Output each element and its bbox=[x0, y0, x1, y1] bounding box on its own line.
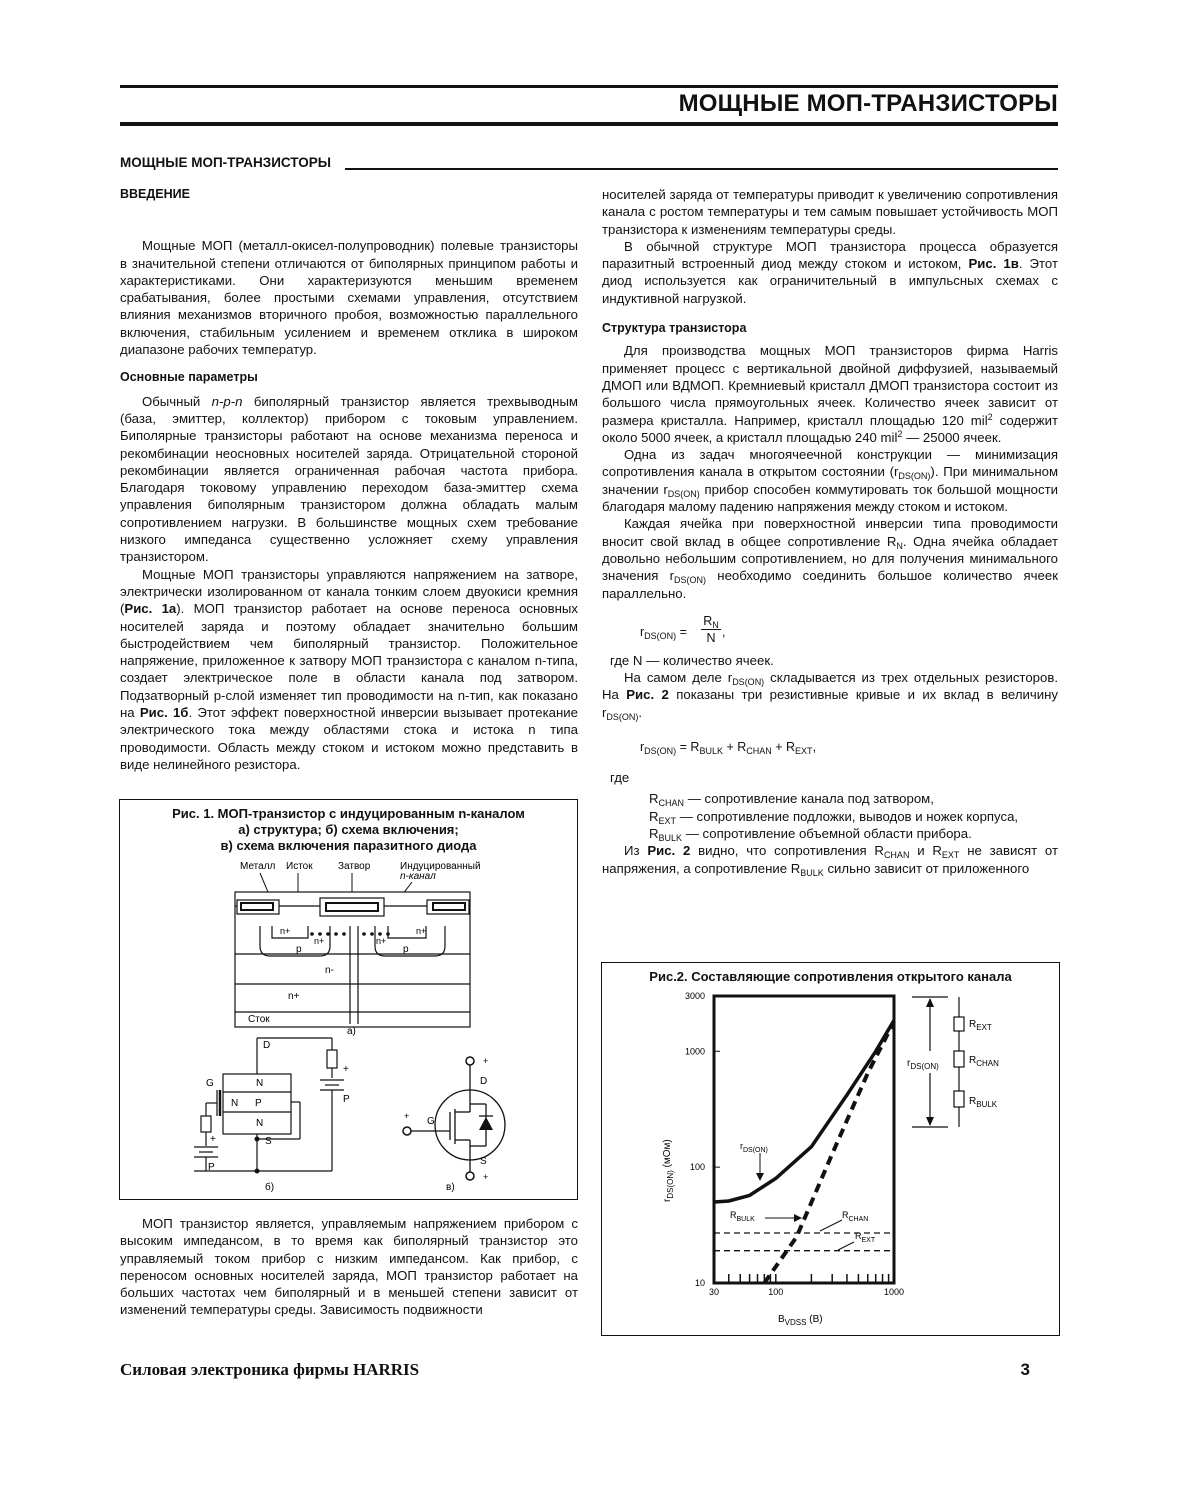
annot-rchan: $R_{CHAN}$ bbox=[842, 1210, 869, 1223]
terminal-S bbox=[466, 1172, 474, 1180]
label-source: Исток bbox=[286, 861, 313, 872]
p-left: p bbox=[296, 944, 302, 955]
series-line-rds-on- bbox=[714, 1020, 894, 1202]
circuit-b bbox=[194, 1038, 344, 1171]
diode-paragraph: В обычной структуре МОП транзистора процесса образуется паразитный встроенный диод между стоком и истоком, Рис. 1в. Этот диод используется как ограничительный в импульсных схемах с индуктивной нагрузкой. bbox=[602, 238, 1058, 306]
terminal-D bbox=[466, 1057, 474, 1065]
circuit-b-P-left: P bbox=[208, 1162, 215, 1173]
equation-1: $r_{DS(ON)}$ = $R_N$ N , bbox=[640, 613, 726, 645]
nplus-2: n+ bbox=[314, 936, 325, 946]
y-axis-label: $r_{DS(ON)}$ (мОм) bbox=[662, 1139, 675, 1202]
junction-dot-1 bbox=[255, 1169, 260, 1174]
x-tick-label: 1000 bbox=[883, 1287, 905, 1297]
label-induced-1: Индуцированный bbox=[400, 861, 481, 872]
right-column bbox=[602, 186, 1058, 877]
intro-paragraph: Мощные МОП (металл-окисел-полупроводник) полевые транзисторы в значительной степени отличаются от биполярных принципом работы и характеристиками. Они характеризуются меньшим временем срабатывания, более простыми схемами управления, отсутствием влияния механизмов вторичного пробоя, возможностью параллельного включения, стабильным усилением и временем отклика в широком диапазоне рабочих температур. bbox=[120, 238, 578, 358]
fig2-ref-paragraph: Из Рис. 2 видно, что сопротивления $R_{CHAN}$ и $R_{EXT}$ не зависят от напряжения, а сопротивление $R_{BULK}$ сильно зависит от приложенного bbox=[602, 843, 1058, 878]
figure-2 bbox=[601, 962, 1060, 1336]
legend-arrow-up bbox=[926, 998, 934, 1007]
circuit-b-N-bot: N bbox=[256, 1118, 264, 1129]
label-a: а) bbox=[347, 1026, 356, 1037]
circuit-b-N-mid: N bbox=[231, 1098, 239, 1109]
left-column-bottom bbox=[120, 1215, 578, 1319]
drain-label: Сток bbox=[248, 1014, 270, 1025]
annot-rdson-arrowhead bbox=[756, 1173, 764, 1181]
y-tick-label: 1000 bbox=[684, 1046, 705, 1057]
circuit-v-plus-top: + bbox=[483, 1056, 489, 1066]
legend-rbulk: $R_{BULK}$ bbox=[969, 1096, 998, 1109]
def-rchan: $R_{CHAN}$ — сопротивление канала под затвором, bbox=[649, 791, 934, 809]
mos-vs-bipolar-paragraph: МОП транзистор является, управляемым напряжением прибором с высоким импедансом, в то время как биполярный транзистор это управляемый током прибор с низким импедансом. Как прибор, с переносом основных носителей заряда, МОП транзистор работает на больших частотах чем биполярный и в меньшей степени зависит от изменений температуры среды. Зависимость подвижности bbox=[120, 1216, 578, 1318]
x-axis-label: $B_{VDSS}$ (В) bbox=[778, 1314, 823, 1327]
circuit-b-P-mid: P bbox=[255, 1098, 262, 1109]
fig1-caption-line2: а) структура; б) схема включения; bbox=[238, 822, 459, 837]
dmos-paragraph: Для производства мощных МОП транзисторов фирма Harris применяет процесс с вертикальной двойной диффузией, называемый ДМОП или ВДМОП. Кремниевый кристалл ДМОП транзистора состоит из большого числа прямоугольных ячеек. Количество ячеек зависит от размера кристалла. Например, кристалл площадью 120 mil$^2$ содержит около 5000 ячеек, а кристалл площадью 240 mil$^2$ — 25000 ячеек. bbox=[602, 343, 1058, 445]
circuit-b-P-right: P bbox=[343, 1094, 350, 1105]
header-rule-top bbox=[120, 85, 1058, 88]
x-tick-label: 30 bbox=[708, 1287, 720, 1297]
annot-rchan-arrow bbox=[820, 1220, 842, 1231]
circuit-v-G: G bbox=[427, 1116, 435, 1127]
circuit-v-S: S bbox=[480, 1156, 487, 1167]
nminus: n- bbox=[325, 965, 334, 976]
cell-paragraph: Каждая ячейка при поверхностной инверсии типа проводимости вносит свой вклад в общее сопротивление $R_N$. Одна ячейка обладает довольно небольшим сопротивлением, но для получения минимального значения $r_{DS(ON)}$ необходимо соединить большое количество ячеек параллельно. bbox=[602, 516, 1058, 601]
annot-rbulk: $R_{BULK}$ bbox=[730, 1210, 755, 1223]
left-column bbox=[120, 186, 578, 773]
params-heading: Основные параметры bbox=[120, 370, 258, 385]
where-n: где N — количество ячеек. bbox=[610, 652, 774, 668]
junction-dot-2 bbox=[255, 1137, 260, 1142]
legend-arrow-down bbox=[926, 1117, 934, 1126]
label-metal: Металл bbox=[240, 861, 276, 872]
circuit-v bbox=[410, 1061, 505, 1176]
y-tick-label: 100 bbox=[689, 1162, 705, 1173]
circuit-b-G: G bbox=[206, 1078, 214, 1089]
footer-title: Силовая электроника фирмы HARRIS bbox=[120, 1360, 420, 1379]
x-tick-label: 100 bbox=[768, 1287, 784, 1297]
circuit-b-plus-1: + bbox=[343, 1064, 349, 1075]
legend-rext: $R_{EXT}$ bbox=[969, 1019, 992, 1032]
three-resistors-paragraph: На самом деле $r_{DS(ON)}$ складывается из трех отдельных резисторов. На Рис. 2 показаны три резистивные кривые и их вклад в величину $r_{DS(ON)}$. bbox=[602, 670, 1059, 722]
circuit-b-plus-2: + bbox=[210, 1134, 216, 1145]
bipolar-paragraph: Обычный n-p-n биполярный транзистор является трехвыводным (база, эмиттер, коллектор) прибором с токовым управлением. Биполярные транзисторы работают на основе механизма переноса и рекомбинации неосновных носителей заряда. Отрицательной стороной рекомбинации является ограниченная рабочая частота прибора. Благодаря токовому управлению переходом база-эмиттер схема управления биполярным транзистором должна обладать малым сопротивлением нагрузки. В большинстве мощных схем требование низкого импеданса существенно усложняет схему управления транзистором. bbox=[120, 393, 578, 565]
nplus-1: n+ bbox=[280, 926, 291, 936]
mosfet-structure bbox=[235, 892, 470, 1027]
annot-rbulk-arrowhead bbox=[794, 1214, 802, 1222]
gde: где bbox=[610, 770, 630, 786]
label-v: в) bbox=[446, 1182, 455, 1193]
fig2-title: Рис.2. Составляющие сопротивления открытого канала bbox=[649, 969, 1012, 984]
nplus-3: n+ bbox=[376, 936, 387, 946]
multicell-paragraph: Одна из задач многоячеечной конструкции — минимизация сопротивления канала в открытом состоянии $(r_{DS(ON)})$. При минимальном значении $r_{DS(ON)}$ прибор способен коммутировать ток большой мощности благодаря малому падению напряжения между стоком и истоком. bbox=[602, 447, 1059, 515]
circuit-v-plus-left: + bbox=[404, 1111, 410, 1121]
legend-rdson: $r_{DS(ON)}$ bbox=[907, 1058, 939, 1071]
section-title: МОЩНЫЕ МОП-ТРАНЗИСТОРЫ bbox=[120, 155, 331, 170]
nplus-4: n+ bbox=[416, 926, 427, 936]
header-title: МОЩНЫЕ МОП-ТРАНЗИСТОРЫ bbox=[678, 90, 1058, 117]
def-rbulk: $R_{BULK}$ — сопротивление объемной области прибора. bbox=[649, 825, 972, 843]
header-rule-bottom bbox=[120, 122, 1058, 126]
annot-rext-arrow bbox=[838, 1242, 854, 1250]
diode-triangle bbox=[479, 1117, 493, 1130]
annot-rdson: $r_{DS(ON)}$ bbox=[740, 1141, 768, 1154]
structure-heading: Структура транзистора bbox=[602, 321, 747, 336]
intro-heading: ВВЕДЕНИЕ bbox=[120, 187, 190, 201]
terminal-G bbox=[403, 1127, 411, 1135]
legend-rchan: $R_{CHAN}$ bbox=[969, 1055, 999, 1068]
p-right: p bbox=[403, 944, 409, 955]
fig1-caption-line1: Рис. 1. МОП-транзистор с индуцированным n-каналом bbox=[172, 806, 525, 821]
fig2-chart bbox=[602, 987, 1059, 1332]
figure-1 bbox=[119, 799, 578, 1200]
def-rext: $R_{EXT}$ — сопротивление подложки, выводов и ножек корпуса, bbox=[649, 808, 1019, 826]
page-number: 3 bbox=[1020, 1360, 1030, 1379]
label-b: б) bbox=[265, 1182, 275, 1193]
circuit-v-D: D bbox=[480, 1076, 488, 1087]
nplus-sub: n+ bbox=[288, 991, 300, 1002]
section-title-rule bbox=[345, 168, 1058, 170]
mobility-paragraph: носителей заряда от температуры приводит к увеличению сопротивления канала с ростом температуры и тем самым повышает устойчивость МОП транзистора к изменениям температуры среды. bbox=[602, 187, 1058, 237]
fig1-caption-line3: в) схема включения паразитного диода bbox=[220, 838, 477, 853]
mos-paragraph: Мощные МОП транзисторы управляются напряжением на затворе, электрически изолированном от канала тонким слоем двуокиси кремния (Рис. 1а). МОП транзистор работает на основе переноса основных носителей заряда и поэтому обладает значительно большим быстродействием чем биполярный транзистор. Положительное напряжение, приложенное к затвору МОП транзистора с каналом n-типа, создает электрическое поле в области канала под затвором. Подзатворный p-слой изменяет тип проводимости на n-тип, как показано на Рис. 1б. Этот эффект поверхностной инверсии вызывает протекание электрического тока между областями стока и истока n типа проводимости. Область между стоком и истоком можно представить в виде нелинейного резистора. bbox=[120, 566, 578, 772]
circuit-v-plus-bot: + bbox=[483, 1172, 489, 1182]
circuit-b-N-top: N bbox=[256, 1078, 264, 1089]
y-tick-label: 3000 bbox=[684, 991, 705, 1001]
circuit-b-D: D bbox=[263, 1040, 271, 1051]
y-tick-label: 10 bbox=[694, 1278, 705, 1288]
circuit-b-S: S bbox=[265, 1136, 272, 1147]
label-induced-2: n-канал bbox=[400, 871, 436, 882]
label-gate: Затвор bbox=[338, 861, 371, 872]
annot-rext: $R_{EXT}$ bbox=[855, 1231, 876, 1244]
fig1-drawing bbox=[120, 854, 577, 1199]
equation-2: $r_{DS(ON)} = R_{BULK} + R_{CHAN} + R_{EXT}$, bbox=[640, 740, 817, 757]
